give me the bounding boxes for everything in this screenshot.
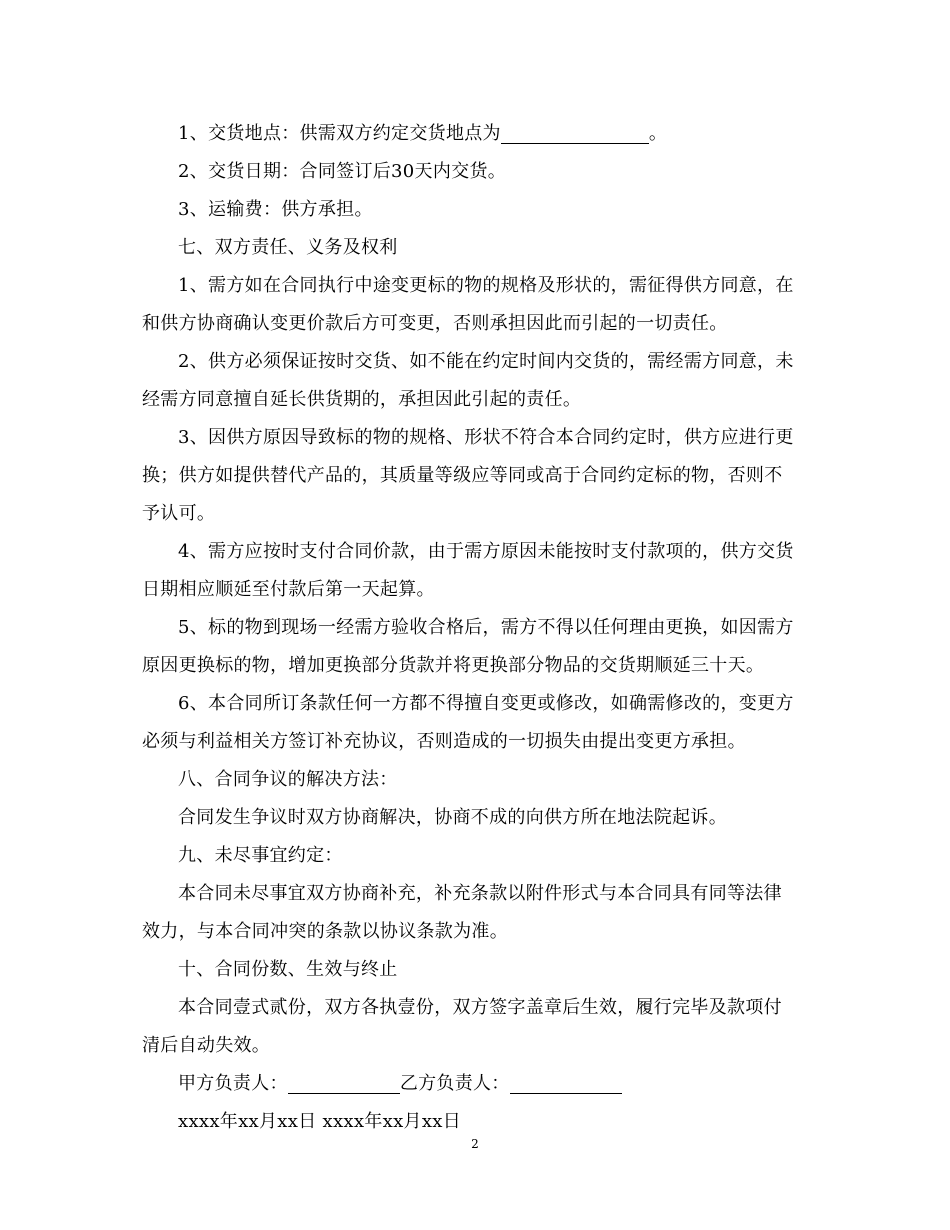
paragraph-line: 原因更换标的物，增加更换部分货款并将更换部分物品的交货期顺延三十天。	[142, 655, 765, 676]
document-body	[142, 115, 807, 1141]
clause-delivery-location	[142, 115, 807, 153]
signature-line	[142, 1065, 807, 1103]
party-a-signature-blank	[288, 1069, 400, 1094]
paragraph-line: 和供方协商确认变更价款后方可变更，否则承担因此而引起的一切责任。	[142, 313, 728, 334]
paragraph-line: 清后自动失效。	[142, 1035, 271, 1056]
party-a-label: 甲方负责人：	[178, 1073, 288, 1094]
paragraph-line: 经需方同意擅自延长供货期的，承担因此引起的责任。	[142, 389, 582, 410]
clause-suffix: 。	[648, 123, 668, 144]
paragraph-line: 5、标的物到现场一经需方验收合格后，需方不得以任何理由更换，如因需方	[178, 617, 794, 638]
paragraph-line: 4、需方应按时支付合同价款，由于需方原因未能按时支付款项的，供方交货	[178, 541, 794, 562]
section-heading-8: 八、合同争议的解决方法：	[178, 769, 398, 790]
paragraph-line: 1、需方如在合同执行中途变更标的物的规格及形状的，需征得供方同意，在	[178, 275, 794, 296]
date-line: xxxx年xx月xx日 xxxx年xx月xx日	[178, 1111, 462, 1132]
party-b-signature-blank	[510, 1069, 622, 1094]
party-b-label: 乙方负责人：	[399, 1073, 510, 1094]
paragraph-line: 予认可。	[142, 503, 216, 524]
clause-freight: 3、运输费：供方承担。	[178, 199, 373, 220]
clause-text: 1、交货地点：供需双方约定交货地点为	[178, 123, 501, 144]
paragraph-line: 必须与利益相关方签订补充协议，否则造成的一切损失由提出变更方承担。	[142, 731, 746, 752]
paragraph-line: 2、供方必须保证按时交货、如不能在约定时间内交货的，需经需方同意，未	[178, 351, 794, 372]
paragraph-line: 换；供方如提供替代产品的，其质量等级应等同或高于合同约定标的物，否则不	[142, 465, 783, 486]
clause-delivery-date: 2、交货日期：合同签订后30天内交货。	[178, 161, 507, 182]
paragraph-line: 6、本合同所订条款任何一方都不得擅自变更或修改，如确需修改的，变更方	[178, 693, 794, 714]
section-heading-9: 九、未尽事宜约定：	[178, 845, 343, 866]
section-heading-10: 十、合同份数、生效与终止	[178, 959, 398, 980]
paragraph-line: 3、因供方原因导致标的物的规格、形状不符合本合同约定时，供方应进行更	[178, 427, 794, 448]
page-number: 2	[471, 1137, 479, 1151]
paragraph-line: 本合同未尽事宜双方协商补充，补充条款以附件形式与本合同具有同等法律	[178, 883, 782, 904]
paragraph-line: 日期相应顺延至付款后第一天起算。	[142, 579, 435, 600]
paragraph-line: 本合同壹式贰份，双方各执壹份，双方签字盖章后生效，履行完毕及款项付	[178, 997, 782, 1018]
section-heading-7: 七、双方责任、义务及权利	[178, 237, 398, 258]
blank-delivery-location	[501, 119, 649, 144]
paragraph-line: 效力，与本合同冲突的条款以协议条款为准。	[142, 921, 508, 942]
paragraph-line: 合同发生争议时双方协商解决，协商不成的向供方所在地法院起诉。	[178, 807, 727, 828]
